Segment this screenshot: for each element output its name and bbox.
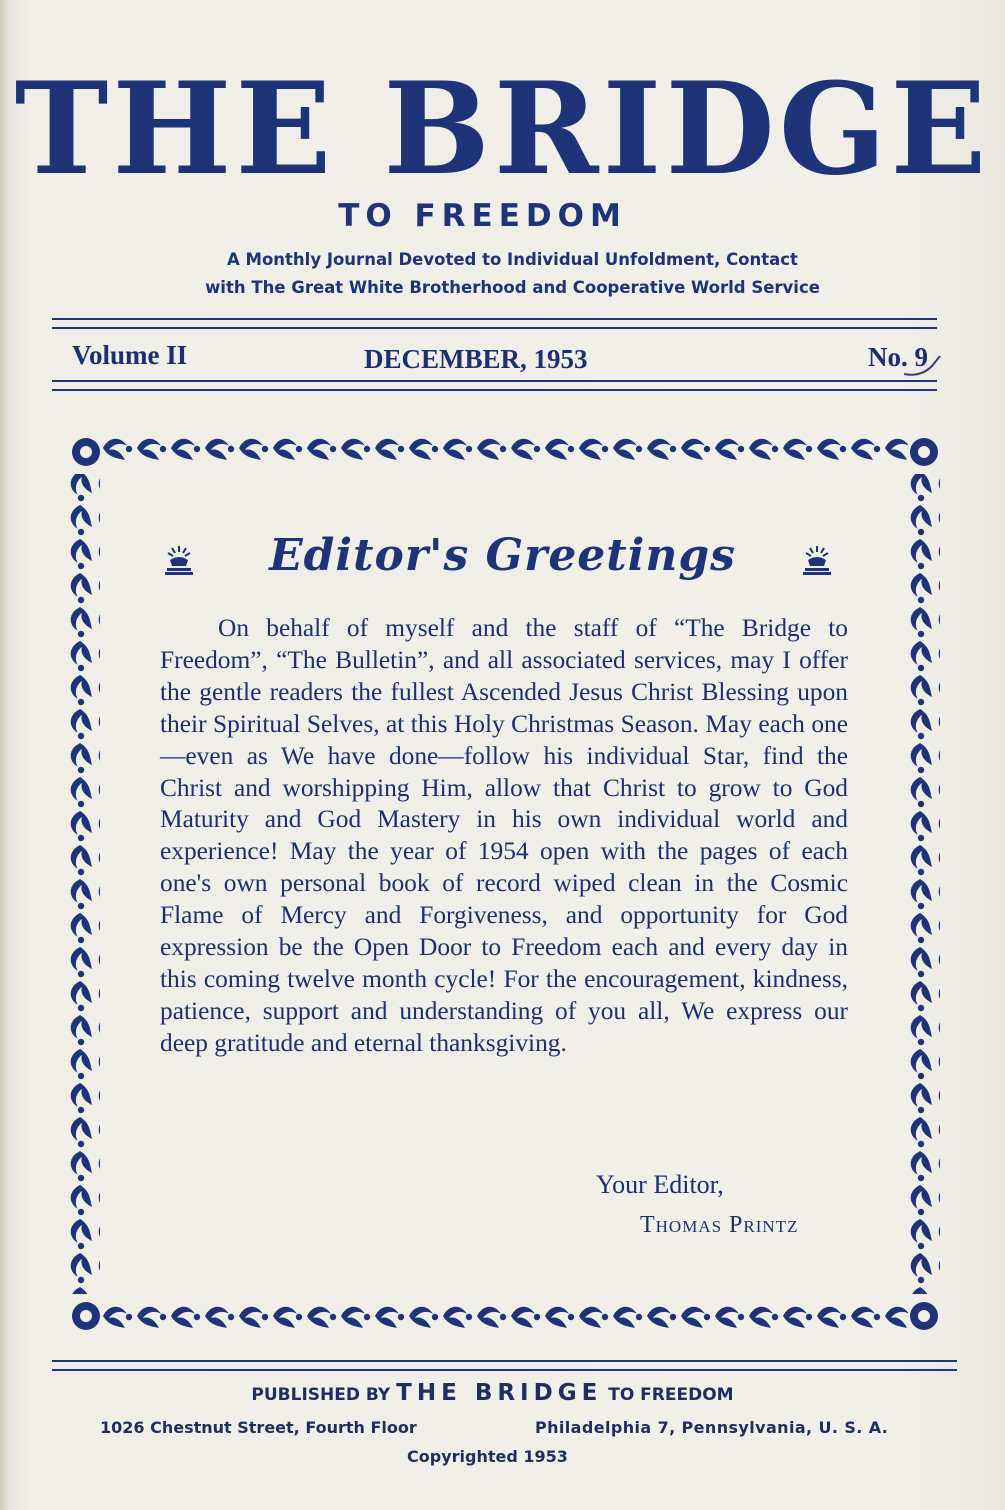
top-double-rule — [52, 318, 937, 329]
issue-info-row — [72, 340, 942, 380]
masthead-description — [150, 246, 875, 302]
footer-city-address: Philadelphia 7, Pennsylvania, U. S. A. — [535, 1418, 889, 1437]
article-paragraph: On behalf of myself and the staff of “The Bridge to Freedom”, “The Bulletin”, and all associated services, may I offer the gentle readers the fullest Ascended Jesus Christ Blessing upon their Spiritual Selves, at this Holy Christmas Season. May each one—even as We have done—follow his individual Star, find the Christ and worshipping Him, allow that Christ to grow to God Maturity and God Mastery in his own individual world and experience! May the year of 1954 open with the pages of each one's own personal book of record wiped clean in the Cosmic Flame of Mercy and Forgiveness, and opportunity for God expression be the Open Door to Freedom each and every day in this coming twelve month cycle! For the encouragement, kindness, patience, support and understanding of you all, We express our deep gratitude and eternal thanksgiving. — [160, 614, 848, 1057]
footer-street-address: 1026 Chestnut Street, Fourth Floor — [100, 1418, 417, 1437]
footer-publisher — [0, 1380, 985, 1406]
masthead-subtitle: TO FREEDOM — [338, 198, 627, 234]
article-signature: Thomas Printz — [640, 1212, 799, 1238]
footer-copyright: Copyrighted 1953 — [407, 1447, 568, 1466]
masthead-title: THE BRIDGE — [14, 55, 991, 203]
masthead-description-line-2: with The Great White Brotherhood and Cooperative World Service — [205, 278, 820, 297]
article-title: Editor's Greetings — [269, 530, 736, 581]
bottom-double-rule — [52, 380, 937, 391]
article-closing: Your Editor, — [596, 1170, 724, 1199]
publisher-suffix: TO FREEDOM — [608, 1385, 734, 1405]
footer-double-rule — [52, 1360, 957, 1371]
lamp-icon — [802, 542, 832, 576]
handwritten-mark-icon — [902, 352, 942, 378]
issue-number: No. 9 — [868, 342, 928, 372]
volume-label: Volume II — [72, 340, 188, 370]
issue-date: DECEMBER, 1953 — [364, 344, 588, 374]
publisher-name: THE BRIDGE — [396, 1380, 603, 1406]
published-by-label: PUBLISHED BY — [251, 1385, 391, 1405]
masthead-description-line-1: A Monthly Journal Devoted to Individual Unfoldment, Contact — [227, 250, 798, 269]
article-body — [160, 613, 848, 1060]
